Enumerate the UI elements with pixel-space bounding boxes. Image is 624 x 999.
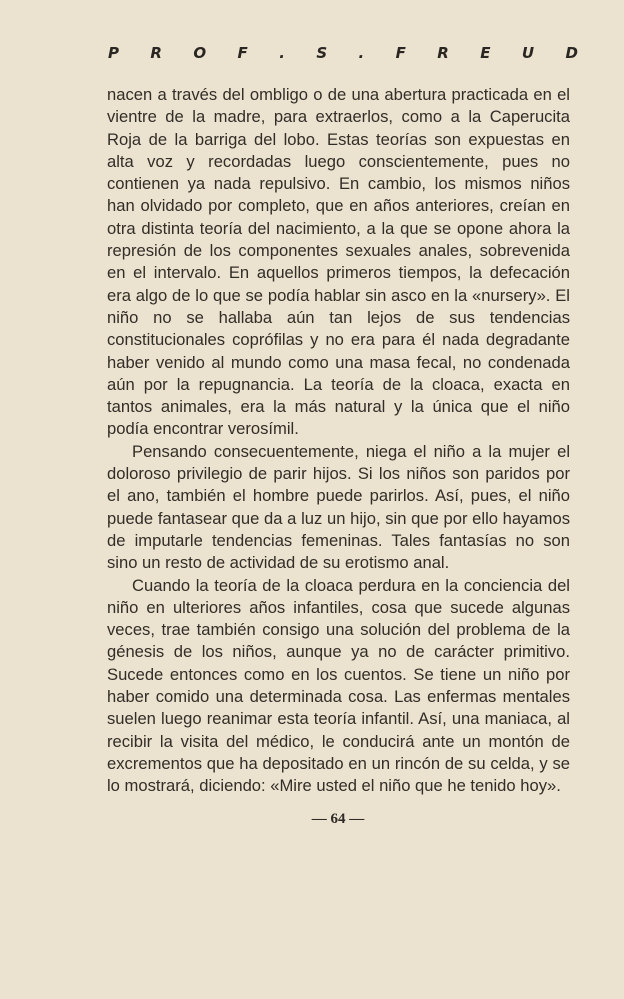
paragraph: Pensando consecuentemente, niega el niño a la mujer el doloroso privilegio de parir hijos. Si los niños son paridos por el ano, también el hombre puede parirlos. Así, pues, el niño puede fantasear que da a luz un hijo, sin que por ello hayamos de imputarle tendencias femeninas. Tales fantasías no son sino un resto de actividad de su erotismo anal. (107, 441, 570, 573)
running-header (108, 44, 578, 62)
header-letter: R (437, 44, 449, 62)
header-letter: . (279, 44, 285, 62)
header-letter: . (358, 44, 365, 62)
header-letter: F (237, 44, 248, 62)
header-letter: S (316, 44, 328, 62)
paragraph: Cuando la teoría de la cloaca perdura en la conciencia del niño en ulteriores años infantiles, cosa que sucede algunas veces, trae también consigo una solución del problema de la génesis de los niños, aunque ya no de carácter primitivo. Sucede entonces como en los cuentos. Se tiene un niño por haber comido una determinada cosa. Las enfermas mentales suelen luego reanimar esta teoría infantil. Así, una maniaca, al recibir la visita del médico, le conducirá ante un montón de excrementos que ha depositado en un rincón de su celda, y se lo mostrará, diciendo: «Mire usted el niño que he tenido hoy». (107, 575, 570, 796)
paragraph-continued: nacen a través del ombligo o de una abertura practicada en el vientre de la madre, para extraerlos, como a la Caperucita Roja de la barriga del lobo. Estas teorías son expuestas en alta voz y recordadas luego conscientemente, pues no contienen ya nada repulsivo. En cambio, los mismos niños han olvidado por completo, que en años anteriores, creían en otra distinta teoría del nacimiento, a la que se opone ahora la represión de los componentes sexuales anales, sobrevenida en el intervalo. En aquellos primeros tiempos, la defecación era algo de lo que se podía hablar sin asco en la «nursery». El niño no se hallaba aún tan lejos de sus tendencias constitucionales coprófilas y no era para él nada degradante haber venido al mundo como una masa fecal, no condenada aún por la repugnancia. La teoría de la cloaca, exacta en tantos animales, era la más natural y la única que el niño podía encontrar verosímil. (107, 85, 570, 439)
header-letter: U (521, 44, 535, 62)
header-letter: P (108, 44, 119, 62)
header-letter: F (395, 44, 406, 62)
page-number: — 64 — (311, 811, 365, 827)
header-letter: O (193, 44, 207, 62)
header-letter: D (565, 44, 578, 62)
header-letter: E (480, 44, 491, 62)
header-letter: R (150, 44, 162, 62)
page-body (107, 84, 570, 798)
